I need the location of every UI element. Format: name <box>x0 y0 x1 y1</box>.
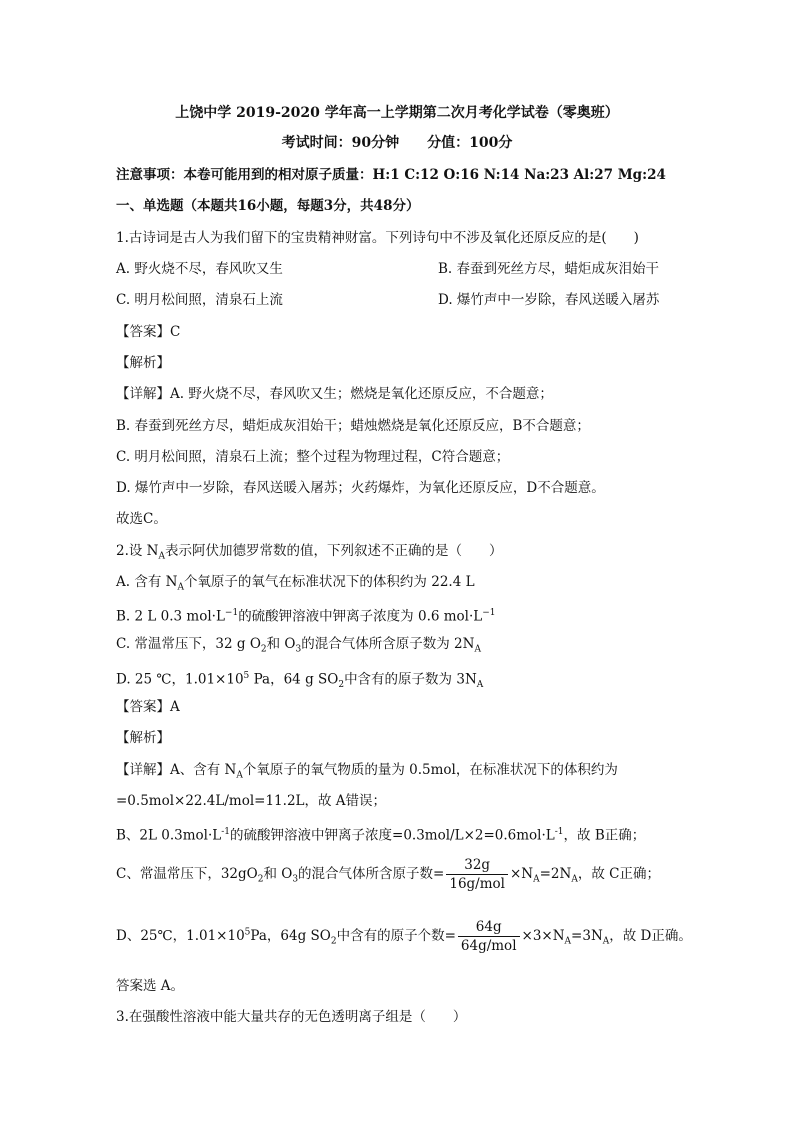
q1-option-b: B. 春蚕到死丝方尽，蜡炬成灰泪始干 <box>438 261 660 277</box>
q2-c-fraction: $\frac{32g}{\text{16g/mol}}$ <box>446 856 508 893</box>
notice-line: 注意事项：本卷可能用到的相对原子质量：H:1 C:12 O:16 N:14 Na:23 Al:27 Mg:24 <box>116 167 666 183</box>
q1-option-a: A. 野火烧不尽，春风吹又生 <box>116 261 283 277</box>
q2-detail-a-cont: =0.5mol×22.4L/mol=11.2L，故 A错误； <box>116 793 387 809</box>
q2-answer: 【答案】A <box>116 699 180 715</box>
q2-detail-b: B、2L $0.3mol\cdot L^{-1}$的硫酸钾溶液中钾离子浓度$=0.3mol/L\times 2=0.6mol\cdot L^{-1}$，故 B正确； <box>116 827 646 844</box>
q2-stem: 2.设 $N_A$表示阿伏加德罗常数的值，下列叙述不正确的是（ ） <box>116 543 503 562</box>
q1-detail-c: C. 明月松间照，清泉石上流；整个过程为物理过程，C符合题意； <box>116 449 510 465</box>
q2-option-b: B. 2 L 0.3 $mol\cdot L^{-1}$的硫酸钾溶液中钾离子浓度为 0.6 $mol\cdot L^{-1}$ <box>116 608 496 625</box>
q1-option-d: D. 爆竹声中一岁除，春风送暖入屠苏 <box>438 292 660 308</box>
q2-detail-a: 【详解】A、含有 $N_A$个氧原子的氧气物质的量为 0.5mol，在标准状况下的体积约为 <box>116 762 618 781</box>
q2-conclusion: 答案选 A。 <box>116 978 185 994</box>
q3-stem: 3.在强酸性溶液中能大量共存的无色透明离子组是（ ） <box>116 1009 467 1025</box>
q2-d-fraction: $\frac{64g}{\text{64g/mol}}$ <box>458 918 520 955</box>
q1-analysis-label: 【解析】 <box>116 355 170 371</box>
q2-option-a: A. 含有 $N_A$个氧原子的氧气在标准状况下的体积约为 22.4 L <box>116 574 475 593</box>
q1-detail-b: B. 春蚕到死丝方尽，蜡炬成灰泪始干；蜡烛燃烧是氧化还原反应，B不合题意； <box>116 418 590 434</box>
q2-option-c: C. 常温常压下，32 g $O_2$和 $O_3$的混合气体所含原子数为 $2N_A$ <box>116 636 481 655</box>
q1-detail-d: D. 爆竹声中一岁除，春风送暖入屠苏；火药爆炸，为氧化还原反应，D不合题意。 <box>116 480 605 496</box>
q1-stem: 1.古诗词是古人为我们留下的宝贵精神财富。下列诗句中不涉及氧化还原反应的是( ) <box>116 230 639 246</box>
exam-time-score: 考试时间：90分钟 分值：100分 <box>281 135 513 151</box>
section-heading: 一、单选题（本题共16小题，每题3分，共48分） <box>116 198 420 214</box>
q2-detail-c: C、常温常压下，$32gO_2$和 $O_3$的混合气体所含原子数= $\frac{32g}{\text{16g/mol}}$ $\times N_A=2N_A$，故 C正确； <box>116 857 660 892</box>
q1-option-c: C. 明月松间照，清泉石上流 <box>116 292 283 308</box>
q2-analysis-label: 【解析】 <box>116 730 170 746</box>
q1-detail-a: 【详解】A. 野火烧不尽，春风吹又生；燃烧是氧化还原反应，不合题意； <box>116 386 553 402</box>
q2-option-d: D. 25 ℃，$1.01\times 10^5$ Pa，64 g $SO_2$中含有的原子数为 $3N_A$ <box>116 671 484 691</box>
page-title: 上饶中学 2019-2020 学年高一上学期第二次月考化学试卷（零奥班） <box>175 105 619 121</box>
q1-conclusion: 故选C。 <box>116 511 167 527</box>
q1-answer: 【答案】C <box>116 324 181 340</box>
q2-detail-d: D、25℃，$1.01\times 10^5Pa$，64g $SO_2$中含有的原子个数= $\frac{64g}{\text{64g/mol}}$ $\times 3\times N_A=3N_A$，故 D正确。 <box>116 919 692 954</box>
